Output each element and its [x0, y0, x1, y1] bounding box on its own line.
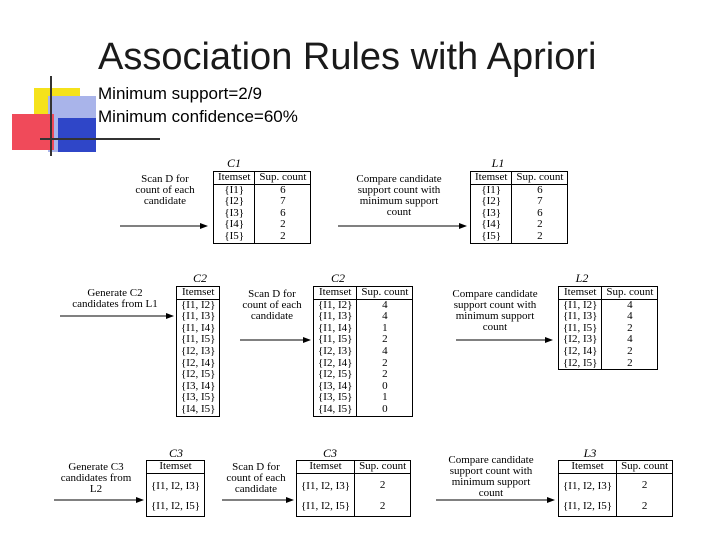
- table-l1: [470, 171, 568, 244]
- table-row: [177, 404, 220, 416]
- itemset-cell: {I1, I3}: [314, 311, 357, 323]
- support-count-cell: 0: [357, 404, 413, 416]
- support-count-cell: 4: [602, 334, 658, 346]
- table-row: [314, 346, 413, 358]
- support-count-cell: 2: [355, 496, 411, 517]
- table-row: [559, 473, 673, 496]
- itemset-cell: {I2}: [471, 196, 512, 208]
- table-name-l1: L1: [491, 156, 505, 170]
- support-count-cell: 4: [357, 299, 413, 311]
- itemset-cell: {I1, I5}: [559, 323, 602, 335]
- table-row: [559, 346, 658, 358]
- compare2-label: Compare candidate support count with minimum support count: [452, 288, 538, 333]
- itemset-cell: {I4}: [471, 219, 512, 231]
- itemset-cell: {I2, I5}: [177, 369, 220, 381]
- col-itemset: Itemset: [471, 172, 512, 185]
- itemset-cell: {I2, I4}: [177, 358, 220, 370]
- table-row: [297, 496, 411, 517]
- table-c2b: [313, 286, 413, 417]
- itemset-cell: {I2, I5}: [559, 358, 602, 370]
- col-itemset: Itemset: [314, 287, 357, 300]
- support-count-cell: 2: [255, 231, 311, 243]
- itemset-cell: {I3}: [471, 208, 512, 220]
- itemset-cell: {I5}: [471, 231, 512, 243]
- support-count-cell: 1: [357, 392, 413, 404]
- support-count-cell: 0: [357, 381, 413, 393]
- itemset-cell: {I1, I2, I5}: [559, 496, 617, 517]
- table-row: [314, 369, 413, 381]
- support-count-cell: 6: [255, 208, 311, 220]
- itemset-cell: {I1, I2}: [314, 299, 357, 311]
- support-count-cell: 4: [357, 311, 413, 323]
- support-count-cell: 2: [602, 346, 658, 358]
- itemset-cell: {I4, I5}: [177, 404, 220, 416]
- compare1-label: Compare candidate support count with minimum support count: [356, 173, 442, 218]
- generate3-label: Generate C3 candidates from L2: [60, 461, 132, 495]
- itemset-cell: {I5}: [214, 231, 255, 243]
- col-support: Sup. count: [602, 287, 658, 300]
- support-count-cell: 4: [602, 299, 658, 311]
- col-support: Sup. count: [617, 461, 673, 474]
- itemset-cell: {I3}: [214, 208, 255, 220]
- itemset-cell: {I2, I3}: [559, 334, 602, 346]
- table-row: [559, 358, 658, 370]
- support-count-cell: 1: [357, 323, 413, 335]
- table-name-c2a: C2: [192, 271, 207, 285]
- itemset-cell: {I4, I5}: [314, 404, 357, 416]
- table-c3a: [146, 460, 205, 517]
- itemset-cell: {I1, I5}: [177, 334, 220, 346]
- itemset-cell: {I1, I2, I5}: [147, 496, 205, 517]
- support-count-cell: 2: [357, 369, 413, 381]
- col-support: Sup. count: [357, 287, 413, 300]
- itemset-cell: {I1, I2, I3}: [297, 473, 355, 496]
- scan2-label: Scan D for count of each candidate: [242, 288, 302, 322]
- support-count-cell: 2: [355, 473, 411, 496]
- scan3-label: Scan D for count of each candidate: [226, 461, 286, 495]
- min-confidence-text: Minimum confidence=60%: [98, 107, 298, 126]
- itemset-cell: {I3, I5}: [177, 392, 220, 404]
- table-row: [177, 346, 220, 358]
- support-count-cell: 2: [357, 334, 413, 346]
- table-row: [177, 369, 220, 381]
- itemset-cell: {I2, I3}: [177, 346, 220, 358]
- table-c3b: [296, 460, 411, 517]
- itemset-cell: {I1, I2, I3}: [147, 473, 205, 496]
- itemset-cell: {I3, I4}: [177, 381, 220, 393]
- col-support: Sup. count: [355, 461, 411, 474]
- itemset-cell: {I1}: [471, 184, 512, 196]
- support-count-cell: 2: [512, 219, 568, 231]
- itemset-cell: {I1, I2}: [559, 299, 602, 311]
- itemset-cell: {I4}: [214, 219, 255, 231]
- itemset-cell: {I1, I2, I5}: [297, 496, 355, 517]
- table-row: [559, 496, 673, 517]
- col-support: Sup. count: [255, 172, 311, 185]
- table-name-c1: C1: [226, 156, 241, 170]
- itemset-cell: {I1, I4}: [177, 323, 220, 335]
- slide-title: Association Rules with Apriori: [98, 36, 597, 78]
- itemset-cell: {I1, I2}: [177, 299, 220, 311]
- col-itemset: Itemset: [559, 461, 617, 474]
- support-count-cell: 7: [512, 196, 568, 208]
- col-itemset: Itemset: [214, 172, 255, 185]
- table-row: [314, 404, 413, 416]
- support-count-cell: 2: [512, 231, 568, 243]
- support-count-cell: 2: [357, 358, 413, 370]
- itemset-cell: {I1, I5}: [314, 334, 357, 346]
- generate2-label: Generate C2 candidates from L1: [72, 287, 158, 310]
- itemset-cell: {I3, I4}: [314, 381, 357, 393]
- itemset-cell: {I1, I3}: [559, 311, 602, 323]
- itemset-cell: {I2, I4}: [314, 358, 357, 370]
- col-itemset: Itemset: [177, 287, 220, 300]
- table-row: [297, 473, 411, 496]
- support-count-cell: 2: [602, 323, 658, 335]
- support-count-cell: 2: [617, 496, 673, 517]
- support-count-cell: 6: [512, 208, 568, 220]
- col-itemset: Itemset: [297, 461, 355, 474]
- table-name-c3a: C3: [168, 446, 183, 460]
- min-support-text: Minimum support=2/9: [98, 84, 262, 103]
- table-name-c2b: C2: [330, 271, 345, 285]
- itemset-cell: {I2}: [214, 196, 255, 208]
- itemset-cell: {I1, I4}: [314, 323, 357, 335]
- table-l2: [558, 286, 658, 370]
- table-row: [214, 231, 311, 243]
- table-name-c3b: C3: [322, 446, 337, 460]
- support-count-cell: 6: [255, 184, 311, 196]
- itemset-cell: {I1}: [214, 184, 255, 196]
- col-support: Sup. count: [512, 172, 568, 185]
- support-count-cell: 4: [602, 311, 658, 323]
- col-itemset: Itemset: [147, 461, 205, 474]
- itemset-cell: {I2, I5}: [314, 369, 357, 381]
- itemset-cell: {I1, I2, I3}: [559, 473, 617, 496]
- col-itemset: Itemset: [559, 287, 602, 300]
- table-c1: [213, 171, 311, 244]
- table-l3: [558, 460, 673, 517]
- itemset-cell: {I2, I4}: [559, 346, 602, 358]
- support-count-cell: 2: [617, 473, 673, 496]
- itemset-cell: {I1, I3}: [177, 311, 220, 323]
- support-count-cell: 4: [357, 346, 413, 358]
- table-c2a: [176, 286, 220, 417]
- table-row: [147, 473, 205, 496]
- scan1-label: Scan D for count of each candidate: [135, 173, 195, 207]
- itemset-cell: {I3, I5}: [314, 392, 357, 404]
- support-count-cell: 2: [255, 219, 311, 231]
- support-count-cell: 6: [512, 184, 568, 196]
- support-count-cell: 7: [255, 196, 311, 208]
- table-row: [471, 231, 568, 243]
- table-name-l2: L2: [575, 271, 589, 285]
- support-count-cell: 2: [602, 358, 658, 370]
- table-row: [147, 496, 205, 517]
- itemset-cell: {I2, I3}: [314, 346, 357, 358]
- table-name-l3: L3: [583, 446, 597, 460]
- compare3-label: Compare candidate support count with minimum support count: [448, 454, 534, 499]
